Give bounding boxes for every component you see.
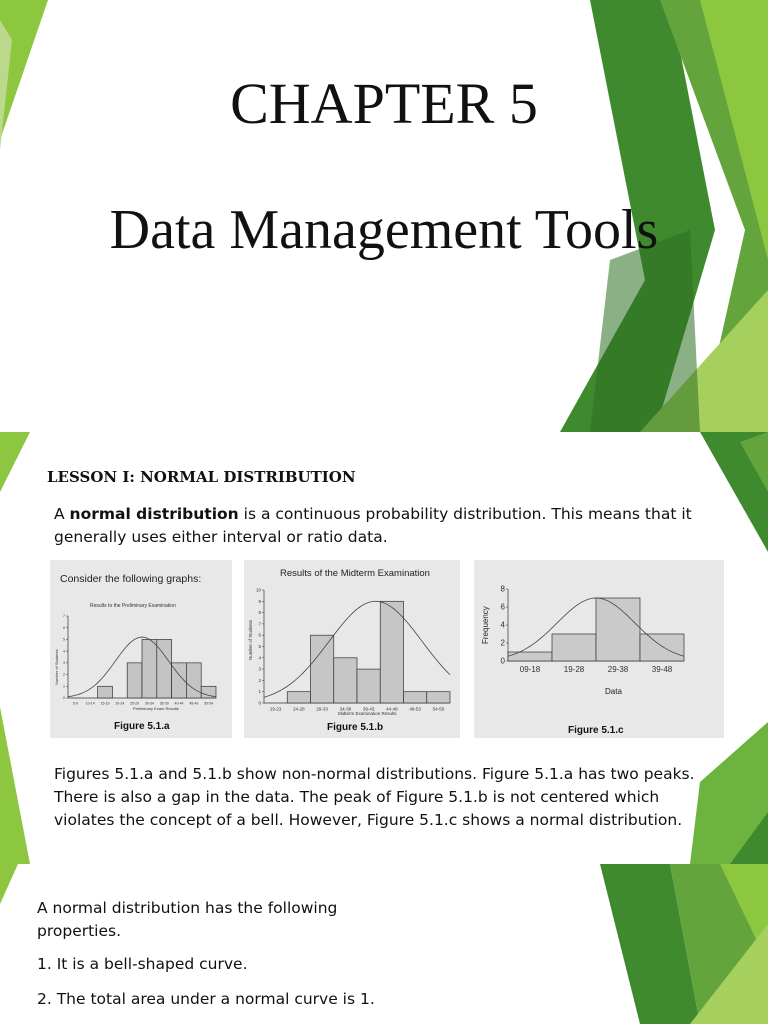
figure-a-heading: Consider the following graphs: [60,573,202,585]
x-tick-label: 45-49 [189,701,199,706]
chart-b-plot [256,588,450,712]
intro-term: normal distribution [69,505,239,523]
y-tick-label: 5 [63,637,65,642]
bar [357,669,380,703]
bar [98,686,113,698]
x-tick-label: 54-59 [432,706,445,712]
figure-b-xlabel: Midterm Examination Results [338,711,397,716]
figure-5-1-c [474,560,724,738]
slide-lesson [0,432,768,864]
property-item-2: 2. The total area under a normal curve is 1. [37,990,375,1008]
intro-prefix: A [54,505,70,523]
figure-b-caption: Figure 5.1.b [327,722,384,733]
y-tick-label: 2 [258,677,261,683]
property-item-1: 1. It is a bell-shaped curve. [37,955,248,973]
y-tick-label: 0 [63,696,65,701]
x-tick-label: 39-48 [651,665,673,674]
x-tick-label: 19-23 [269,706,282,712]
figure-a-caption: Figure 5.1.a [114,721,170,732]
x-tick-label: 25-29 [130,701,140,706]
y-tick-label: 8 [258,610,261,616]
bar [380,601,403,703]
intro-rest: is a continuous probability distribution. This means that it generally uses either interval or ratio data. [54,505,692,546]
figure-a-ylabel: Number of Students [54,649,59,685]
y-tick-label: 1 [258,689,261,695]
bar [640,634,684,661]
bar [127,663,142,698]
x-tick-label: 34-38 [339,706,352,712]
slide-properties [0,864,768,1024]
chart-c-plot [501,585,684,674]
x-tick-label: 15-19 [100,701,110,706]
x-tick-label: 30-34 [144,701,154,706]
figure-a-xlabel: Preliminary Exam Results [133,706,179,711]
bar [404,692,427,703]
lesson-heading: LESSON I: NORMAL DISTRIBUTION [47,468,356,486]
x-tick-label: 20-24 [115,701,125,706]
chapter-title: CHAPTER 5 [230,71,538,136]
y-tick-label: 5 [258,644,261,649]
x-tick-label: 24-28 [293,706,305,712]
y-tick-label: 0 [258,700,261,706]
y-tick-label: 3 [63,661,65,666]
x-tick-label: 29-38 [607,665,629,674]
bar [552,634,596,661]
bar [334,658,357,703]
x-tick-label: 35-39 [159,701,169,706]
properties-intro: A normal distribution has the following properties. [37,899,338,940]
y-tick-label: 1 [63,684,65,689]
x-tick-label: 49-53 [409,706,421,712]
figure-b-title: Results of the Midterm Examination [280,568,430,579]
y-tick-label: 4 [258,655,261,661]
slide-title [0,0,768,432]
y-tick-label: 2 [63,672,65,677]
chart-a-plot [63,614,216,705]
bar [311,635,334,703]
figure-b-ylabel: Number of Students [248,619,253,660]
y-tick-label: 9 [258,598,261,604]
explanation-paragraph: Figures 5.1.a and 5.1.b show non-normal distributions. Figure 5.1.a has two peaks. There is also a gap in the data. The peak of Figure 5.1.b is not centered which violates the concept of a bell. However, Figure 5.1.c shows a normal distribution. [54,765,695,829]
figure-c-ylabel: Frequency [481,606,490,644]
y-tick-label: 0 [500,656,505,666]
y-tick-label: 7 [63,614,65,619]
bar [427,692,450,703]
x-tick-label: 29-33 [316,706,328,712]
intro-paragraph [54,503,714,549]
y-tick-label: 7 [258,621,261,627]
figure-5-1-b [244,560,460,738]
y-tick-label: 6 [63,625,65,630]
y-tick-label: 4 [500,620,505,630]
x-tick-label: 19-28 [563,665,585,674]
x-tick-label: 09-18 [519,665,541,674]
bar [508,652,552,661]
y-tick-label: 3 [258,666,261,672]
y-tick-label: 10 [255,587,261,593]
x-tick-label: 50-54 [204,701,214,706]
x-tick-label: 5-9 [72,701,78,706]
figure-c-xlabel: Data [605,687,622,696]
y-tick-label: 6 [258,632,261,638]
x-tick-label: 40-44 [174,701,184,706]
bar [287,692,310,703]
chapter-subtitle: Data Management Tools [109,199,659,261]
x-tick-label: 44-48 [386,706,398,712]
x-tick-label: 10-14 [85,701,95,706]
y-tick-label: 4 [63,649,65,654]
figure-5-1-a [50,560,232,738]
bar [186,663,201,698]
y-tick-label: 8 [500,584,505,594]
figure-a-title: Results to the Preliminary Examination [90,603,176,609]
y-tick-label: 6 [500,602,505,612]
y-tick-label: 2 [500,638,505,648]
bar [142,639,157,698]
figure-c-caption: Figure 5.1.c [568,725,624,736]
x-tick-label: 39-43 [362,706,375,712]
